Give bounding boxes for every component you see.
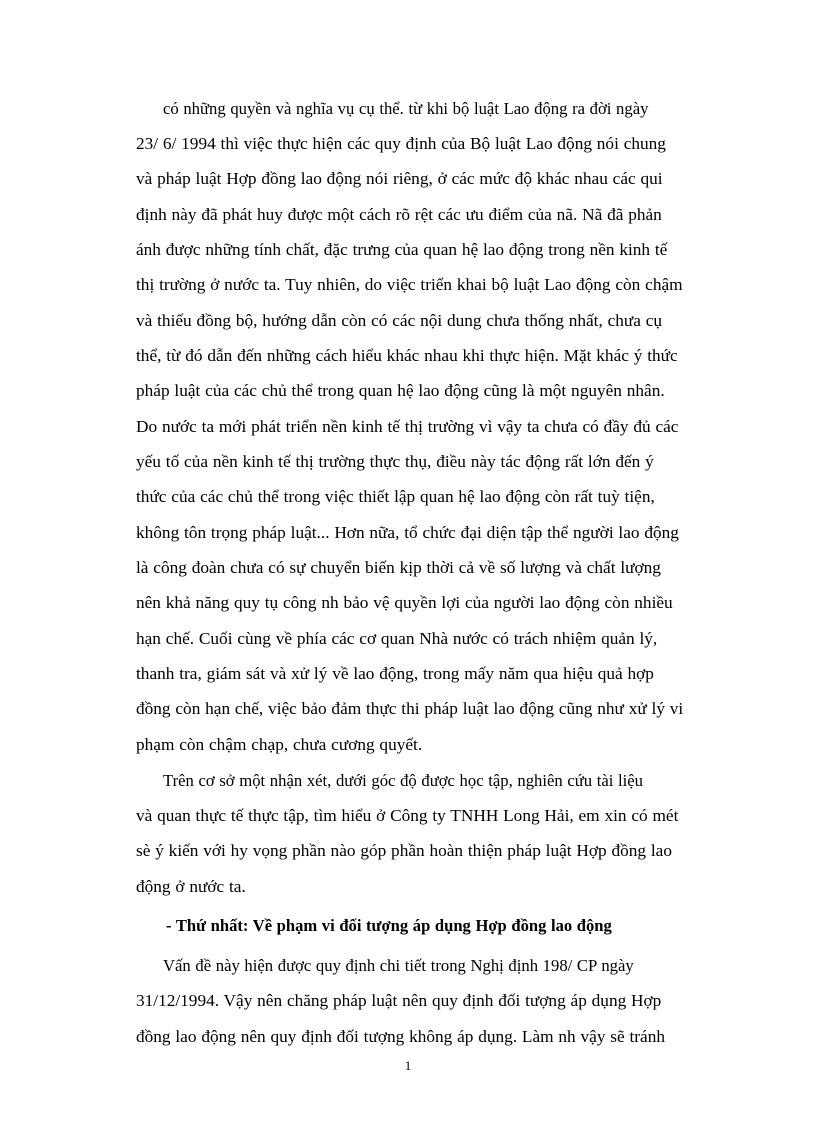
- text-line: là công đoàn chưa có sự chuyển biến kịp thời cả về số lượng và chất lượng: [136, 558, 661, 577]
- section-heading: - Thứ nhất: Về phạm vi đối tượng áp dụng Hợp đồng lao động: [166, 916, 612, 935]
- text-line: có những quyền và nghĩa vụ cụ thể. từ khi bộ luật Lao động ra đời ngày: [163, 99, 649, 118]
- text-line: Trên cơ sở một nhận xét, dưới góc độ được học tập, nghiên cứu tài liệu: [163, 771, 644, 790]
- text-line: Vấn đề này hiện được quy định chi tiết trong Nghị định 198/ CP ngày: [163, 956, 634, 975]
- text-line: thanh tra, giám sát và xử lý về lao động, trong mấy năm qua hiệu quả hợp: [136, 664, 654, 683]
- text-line: và thiếu đồng bộ, hướng dẫn còn có các nội dung chưa thống nhất, chưa cụ: [136, 311, 663, 330]
- text-line: 23/ 6/ 1994 thì việc thực hiện các quy định của Bộ luật Lao động nói chung: [136, 134, 666, 153]
- text-line: Do nước ta mới phát triển nền kinh tế thị trường vì vậy ta chưa có đầy đủ các: [136, 417, 679, 436]
- text-line: yếu tố của nền kinh tế thị trường thực thụ, điều này tác động rất lớn đến ý: [136, 452, 654, 471]
- text-line: phạm còn chậm chạp, chưa cương quyết.: [136, 735, 423, 754]
- text-line: thị trường ở nước ta. Tuy nhiên, do việc triển khai bộ luật Lao động còn chậm: [136, 275, 683, 294]
- text-line: sè ý kiến với hy vọng phần nào góp phần hoàn thiện pháp luật Hợp đồng lao: [136, 841, 672, 860]
- text-line: định này đã phát huy được một cách rõ rệt các ưu điểm của nã. Nã đã phản: [136, 205, 662, 224]
- text-line: động ở nước ta.: [136, 877, 246, 896]
- text-line: và pháp luật Hợp đồng lao động nói riêng, ở các mức độ khác nhau các qui: [136, 169, 663, 188]
- text-line: nên khả năng quy tụ công nh bảo vệ quyền lợi của người lao động còn nhiều: [136, 593, 673, 612]
- text-line: thức của các chủ thể trong việc thiết lập quan hệ lao động còn rất tuỳ tiện,: [136, 487, 655, 506]
- text-line: thể, từ đó dẫn đến những cách hiểu khác nhau khi thực hiện. Mặt khác ý thức: [136, 346, 678, 365]
- text-line: hạn chế. Cuối cùng về phía các cơ quan Nhà nước có trách nhiệm quản lý,: [136, 629, 658, 648]
- text-line: ánh được những tính chất, đặc trưng của quan hệ lao động trong nền kinh tế: [136, 240, 668, 259]
- text-line: đồng lao động nên quy định đối tượng không áp dụng. Làm nh vậy sẽ tránh: [136, 1027, 666, 1046]
- text-line: không tôn trọng pháp luật... Hơn nữa, tổ chức đại diện tập thể người lao động: [136, 523, 679, 542]
- text-line: pháp luật của các chủ thể trong quan hệ lao động cũng là một nguyên nhân.: [136, 381, 665, 400]
- page-number: 1: [404, 1058, 412, 1073]
- text-line: 31/12/1994. Vậy nên chăng pháp luật nên quy định đối tượng áp dụng Hợp: [136, 991, 662, 1010]
- text-line: và quan thực tế thực tập, tìm hiểu ở Công ty TNHH Long Hải, em xin có mét: [136, 806, 679, 825]
- text-line: đồng còn hạn chế, việc bảo đảm thực thi pháp luật lao động cũng như xử lý vi: [136, 699, 684, 718]
